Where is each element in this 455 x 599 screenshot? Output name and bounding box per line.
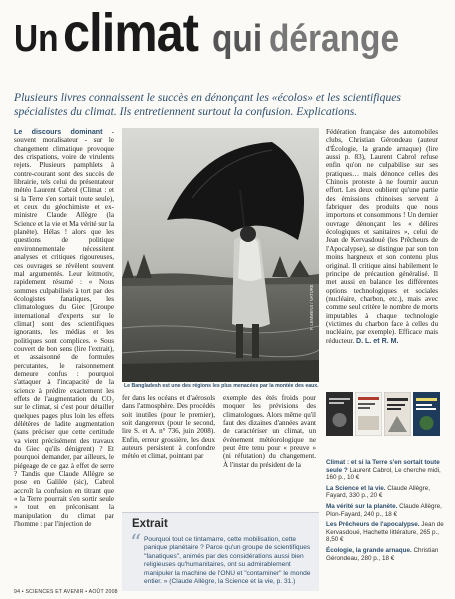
headline-word-derange: dérange <box>269 18 400 60</box>
column-3-text: exemple des étés froids pour moquer les prévisions des climatologues. Alors même qu'il faut des dizaines d'années avant de caractériser un climat, un événement météorologique ne peut être tenu pour « preuve » (ni réfutation) du changement. À l'instar du président de la <box>223 394 316 469</box>
article-column-3 <box>223 394 316 512</box>
book-cover-ecologie-icon <box>413 392 440 436</box>
book-title: Climat : et si la Terre s'en sortait toute seule ? <box>326 459 440 474</box>
book-cover-la-science-icon <box>355 392 382 436</box>
page-footer: 94 • SCIENCES ET AVENIR • AOÛT 2008 <box>14 589 118 595</box>
column-4-text: Fédération française des automobiles clubs, Christian Gérondeau (auteur d'Écologie, la grande arnaque) (lire aussi p. 83), Laurent Cabrol refuse enfin qu'on ne culpabilise sur ses pratiques… mais dénonce celles des Chinois proteste à ne fournir aucun effort. Les deux oublient qu'une partie des émissions chinoises servent à fabriquer des produits que nous importons et consommons ! Un dernier ouvrage dénonçant les « délires écologiques et sanitaires », celui de Jean de Kervasdoué (les Prêcheurs de l'Apocalypse), se distingue par son ton moins hargneux et son contenu plus original. Il critique ainsi habilement le principe de précaution généralisé. Il met aussi en balance les différentes options technologiques et sociales (nucléaire, charbon, etc.), mais avec comme seul critère le nombre de morts imputables à chaque technologie (victimes du charbon face à celles du nucléaire, par exemple). Efficace mais réducteur. <box>326 128 438 345</box>
headline-word-qui: qui <box>211 18 262 60</box>
photo-credit: F. LEMMENS / NATURE <box>309 284 314 330</box>
book-publisher: Claude Allègre, Plon-Fayard, 240 p., 18 € <box>326 502 442 518</box>
book-publisher: Claude Allègre, Fayard, 330 p., 20 € <box>326 484 430 500</box>
article-column-4 <box>326 128 438 381</box>
book-entry <box>326 459 444 482</box>
book-title: Ma vérité sur la planète. <box>326 502 398 510</box>
article-photo <box>122 128 319 382</box>
open-quote-icon: “ <box>130 531 142 556</box>
column-2-text: fer dans les océans et d'aérosols dans l'atmosphère. Des procédés soit inutiles (pour le premier), soit dangereux (pour le second, lire S. et A. n° 736, juin 2008). Enfin, erreur grossière, les deux auteurs persistent à confondre météo et climat, pointant par <box>122 394 215 461</box>
article-column-2 <box>122 394 215 512</box>
bangladesh-umbrella-photo <box>122 128 319 382</box>
book-title: La Science et la vie. <box>326 484 386 492</box>
book-cover-precheurs-icon <box>384 392 411 436</box>
book-publisher: Christian Gérondeau, 280 p., 18 € <box>326 546 439 562</box>
photo-caption: Le Bangladesh est une des régions les plus menacées par la montée des eaux. <box>124 383 319 389</box>
extrait-text: Pourquoi tout ce tintamarre, cette mobilisation, cette panique planétaire ? Parce qu'un groupe de scientifiques "fanatiques", animés par des considérations aussi bien religieuses qu'humanitaires, ont su admirablement manipuler la machine de l'ONU et "contaminer" le monde entier. » (Claude Allègre, la Science et la vie, p. 31.) <box>144 536 311 586</box>
book-cover-cabrol-icon <box>326 392 353 436</box>
extrait-title: Extrait <box>132 518 168 530</box>
book-covers <box>326 392 441 448</box>
page-headline <box>14 2 454 80</box>
extrait-box <box>122 512 319 591</box>
book-entry <box>326 547 444 562</box>
book-entry <box>326 521 444 544</box>
headline-word-climat: climat <box>63 3 199 63</box>
article-signature: D. L. et R. M. <box>355 336 399 345</box>
book-publisher: Laurent Cabrol, Le cherche midi, 160 p., 10 € <box>326 466 441 482</box>
book-title: Écologie, la grande arnaque. <box>326 546 412 554</box>
headline-word-un: Un <box>14 18 59 60</box>
article-deck: Plusieurs livres connaissent le succès en dénonçant les «écolos» et les scientifiques spécialistes du climat. Ils entretiennent surtout la confusion. Explications. <box>14 91 401 118</box>
column-1-text: - souvent moralisateur - sur le changement climatique provoque des crispations, voire de virulents rejets. Plusieurs pamphlets à contre-courant sont des succès de librairie, tels celui du présentateur météo Laurent Cabrol (Climat : et si la Terre s'en sortait toute seule), et ceux du géochimiste et ex-ministre Claude Allègre (la Science et la vie et Ma vérité sur la planète). Hélas ! alors que les questions de politique environnementale nécessitent analyses et critiques rigoureuses, ces ouvrages se révèlent souvent mal argumentés. Leur leitmotiv, rapidement résumé : « Nous sommes culpabilisés à tort par des écologistes fanatiques, les climatologues du Giec [Groupe international d'experts sur le climat] sont des scientifiques ignorants, les médias et les politiques sont complices. » Sous couvert de bon sens (lire l'extrait), et assaisonné de formules percutantes, le raisonnement demeure confus : pourquoi s'attaquer à l'incapacité de la science à prédire exactement les effets de l'augmentation du CO₂ sur le climat, si c'est pour détailler quelques pages plus loin les effets délétères de ladite augmentation (sans préciser que cette certitude va vient précisément des travaux du Giec qu'ils dénigrent) ? Et pourquoi demander, par ailleurs, le piégeage de ce gaz à effet de serre ? Tandis que Claude Allègre se pose en Galilée (sic), Cabrol accroît la confusion en titrant que « la Terre pourrait s'en sortir seule » tout en préconisant la manipulation du climat par l'homme : par l'injection de <box>14 128 114 529</box>
article-column-1 <box>14 128 114 586</box>
book-title: Les Prêcheurs de l'apocalypse. <box>326 521 420 529</box>
book-entry <box>326 485 444 500</box>
book-list <box>326 459 444 565</box>
book-entry <box>326 503 444 518</box>
book-publisher: Jean de Kervasdoué, Hachette littérature, 265 p., 8,50 € <box>326 521 444 544</box>
lead-in: Le discours dominant <box>14 128 103 136</box>
